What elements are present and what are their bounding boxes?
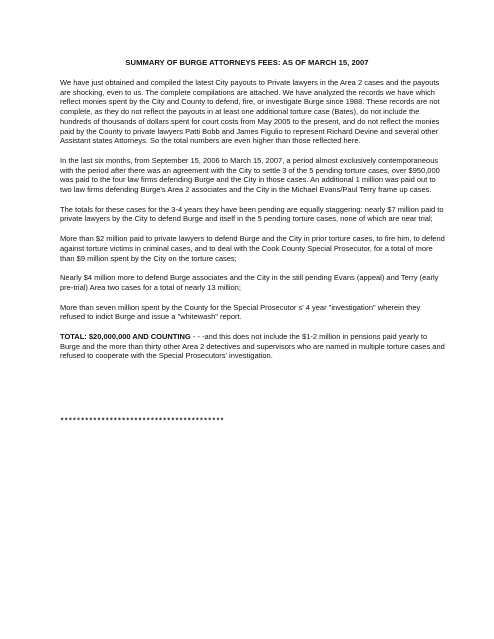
- paragraph-last-six-months: In the last six months, from September 15, 2006 to March 15, 2007, a period almost exclusively contemporaneous with the period after there was an agreement with the City to settle 3 of the 5 pending torture cases, over $950,000 was paid to the four law firms defending Burge and the City in those cases. An additional 1 million was paid out to two law firms defending Burge's Area 2 associates and the City in the Michael Evans/Paul Terry frame up cases.: [60, 155, 440, 195]
- separator-line: ****************************************: [60, 418, 225, 426]
- paragraph-special-prosecutor: More than seven million spent by the County for the Special Prosecutor s' 4 year "investigation" wherein they refused to indict Burge and issue a "whitewash" report.: [60, 302, 421, 322]
- total-label: TOTAL: $20,000,000 AND COUNTING: [60, 332, 191, 342]
- paragraph-intro: We have just obtained and compiled the latest City payouts to Private lawyers in the Area 2 cases and the payouts are shocking, even to us. The complete compilations are attached. We have analyzed the records we have which reflect monies spent by the City and County to defend, fire, or investigate Burge since 1988. These records are not complete, as they do not reflect the payouts in at least one additional torture case (Bates), do not include the hundreds of thousands of dollars spent for court costs from May 2005 to the present, and do not reflect the monies paid by the County to private lawyers Patti Bobb and James Figulio to represent Richard Devine and several other Assistant states Attorneys. So the total numbers are even higher than those reflected here.: [60, 78, 440, 146]
- paragraph-totals: The totals for these cases for the 3-4 years they have been pending are equally staggering: nearly $7 million paid to private lawyers by the City to defend Burge and itself in the 5 pending torture cases, none of which are near trial;: [60, 204, 444, 224]
- document-body: [60, 78, 446, 371]
- document-title: SUMMARY OF BURGE ATTORNEYS FEES: AS OF MARCH 15, 2007: [125, 58, 369, 67]
- paragraph-total: [60, 332, 446, 361]
- total-note: - - -and this does not include the $1-2 million in pensions paid yearly to Burge and the more than thirty other Area 2 detectives and supervisors who are named in multiple torture cases and refused to cooperate with the Special Prosecutors' investigation.: [60, 332, 445, 361]
- paragraph-prior-cases: More than $2 million paid to private lawyers to defend Burge and the City in prior torture cases, to fire him, to defend against torture victims in criminal cases, and to deal with the Cook County Special Prosecutor, for a total of more than $9 million spent by the City on the torture cases;: [60, 234, 445, 263]
- paragraph-associates: Nearly $4 million more to defend Burge associates and the City in the still pending Evans (appeal) and Terry (early pre-trial) Area two cases for a total of nearly 13 million;: [60, 273, 439, 292]
